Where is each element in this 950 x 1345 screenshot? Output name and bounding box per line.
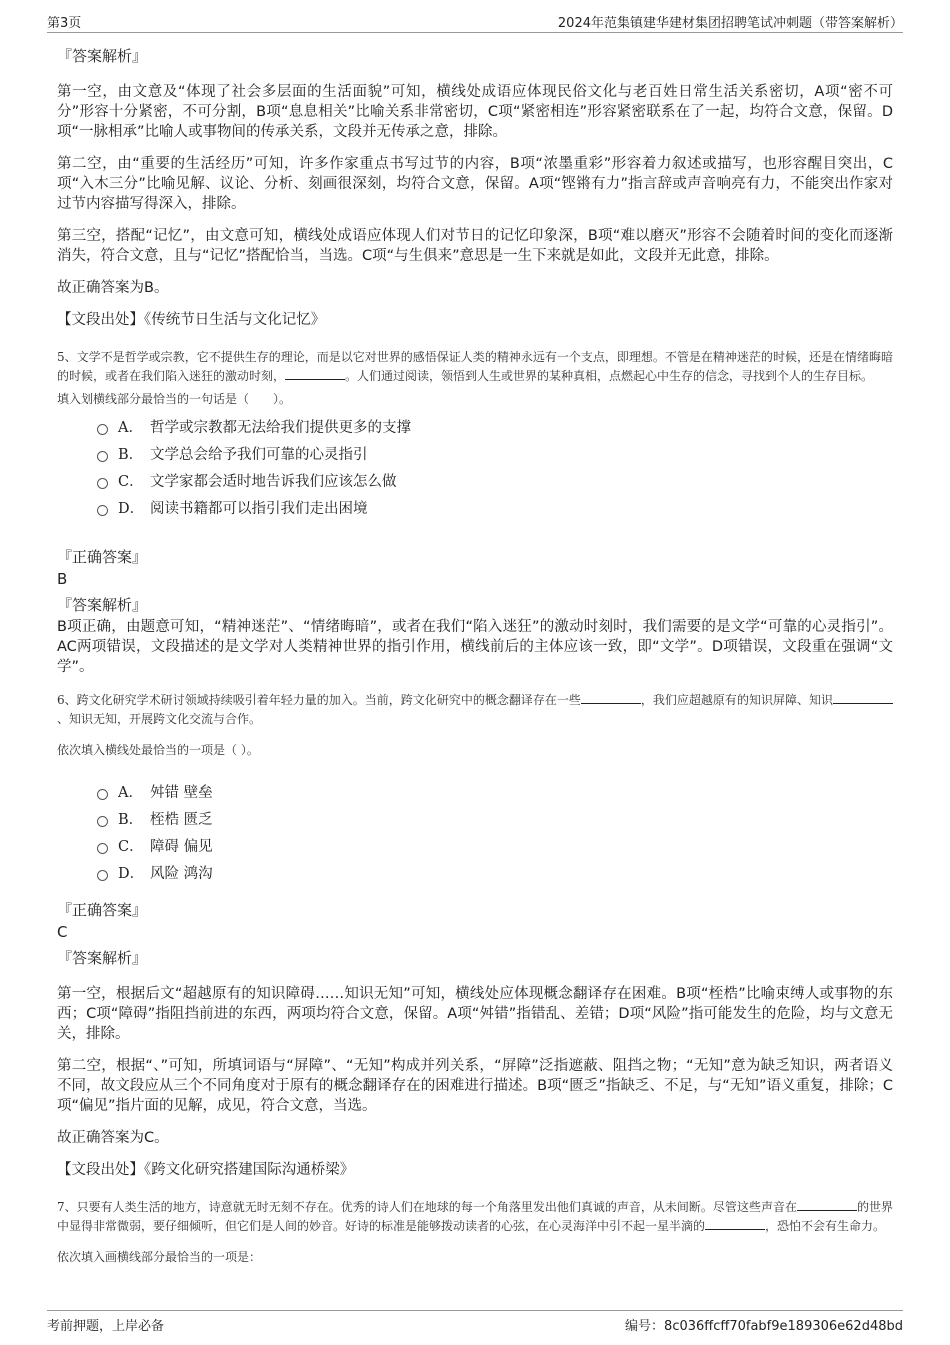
- page-number: 第3页: [47, 16, 82, 31]
- document-title: 2024年范集镇建华建材集团招聘笔试冲刺题（带答案解析）: [557, 16, 903, 31]
- radio-button[interactable]: [97, 451, 108, 462]
- q5-option-d[interactable]: D． 阅读书籍都可以指引我们走出困境: [97, 494, 893, 521]
- q4-analysis-label: 『答案解析』: [57, 47, 148, 65]
- radio-button[interactable]: [97, 870, 108, 881]
- q4-analysis-para-1: 第一空，由文意及“体现了社会多层面的生活面貌”可知，横线处成语应体现民俗文化与老百姓日常生活关系密切，A项“密不可分”形容十分紧密，不可分割，B项“息息相关”比喻关系非常密切，C项“紧密相连”形容紧密联系在了一起，均符合文意，保留。D项“一脉相承”比喻人或事物间的传承关系，文段并无传承之意，排除。: [57, 84, 893, 140]
- q5-analysis-label: 『答案解析』: [57, 596, 148, 614]
- q5-correct-value: B: [57, 570, 68, 588]
- q6-blank-1: [581, 692, 641, 704]
- q4-analysis-para-3: 第三空，搭配“记忆”，由文意可知，横线处成语应体现人们对节日的记忆印象深，B项“难以磨灭”形容不会随着时间的变化而逐渐消失，符合文意，且与“记忆”搭配恰当，当选。C项“与生俱来”意思是一生下来就是如此，文段并无此意，排除。: [57, 228, 893, 264]
- q5-options: [97, 413, 893, 521]
- q6-stem: 6、跨文化研究学术研讨领域持续吸引着年轻力量的加入。当前，跨文化研究中的概念翻译存在一些 ，我们应超越原有的知识屏障、知识、知识无知，开展跨文化交流与合作。: [57, 691, 893, 729]
- q7-instruction: 依次填入画横线部分最恰当的一项是：: [57, 1250, 262, 1264]
- q6-option-d[interactable]: D． 风险 鸿沟: [97, 859, 893, 886]
- page-footer: [47, 1310, 903, 1337]
- q7-stem: 7、只要有人类生活的地方，诗意就无时无刻不存在。优秀的诗人们在地球的每一个角落里发出他们真诚的声音，从未间断。尽管这些声音在 的世界中显得非常微弱，要仔细倾听，但它们是人间的妙音。好诗的标准是能够拨动读者的心弦，在心灵海洋中引不起一星半滴的 ，恐怕不会有生命力。: [57, 1200, 893, 1233]
- q5-option-c[interactable]: C． 文学家都会适时地告诉我们应该怎么做: [97, 467, 893, 494]
- radio-button[interactable]: [97, 424, 108, 435]
- page-content: [57, 40, 893, 1267]
- q6-instruction: 依次填入横线处最恰当的一项是（ ）。: [57, 743, 259, 757]
- q5-correct-label: 『正确答案』: [57, 548, 148, 566]
- q5-blank: [285, 368, 345, 380]
- q6-blank-2: [833, 692, 893, 704]
- q6-final-answer: 故正确答案为C。: [57, 1130, 169, 1146]
- q6-option-c[interactable]: C． 障碍 偏见: [97, 832, 893, 859]
- q7-blank-2: [705, 1218, 765, 1230]
- footer-code: 编号：8c036ffcff70fabf9e189306e62d48bd: [625, 1319, 903, 1334]
- radio-button[interactable]: [97, 843, 108, 854]
- q4-final-answer: 故正确答案为B。: [57, 280, 169, 296]
- radio-button[interactable]: [97, 505, 108, 516]
- q6-analysis-para-2: 第二空，根据“、”可知，所填词语与“屏障”、“无知”构成并列关系，“屏障”泛指遮蔽、阻挡之物；“无知”意为缺乏知识，两者语义不同，故文段应从三个不同角度对于原有的概念翻译存在的困难进行描述。B项“匮乏”指缺乏、不足，与“无知”语义重复，排除；C项“偏见”指片面的见解，成见，符合文意，当选。: [57, 1058, 893, 1114]
- q6-option-a[interactable]: A． 舛错 壁垒: [97, 778, 893, 805]
- q6-source: 【文段出处】《跨文化研究搭建国际沟通桥梁》: [57, 1162, 355, 1178]
- q6-option-b[interactable]: B． 桎梏 匮乏: [97, 805, 893, 832]
- page-header: [47, 10, 903, 33]
- q5-instruction: 填入划横线部分最恰当的一句话是（ ）。: [57, 392, 292, 406]
- radio-button[interactable]: [97, 478, 108, 489]
- q6-correct-label: 『正确答案』: [57, 901, 148, 919]
- q4-analysis-para-2: 第二空，由“重要的生活经历”可知，许多作家重点书写过节的内容，B项“浓墨重彩”形容着力叙述或描写，也形容醒目突出，C项“入木三分”比喻见解、议论、分析、刻画很深刻，均符合文意，保留。A项“铿锵有力”指言辞或声音响亮有力，不能突出作家对过节内容描写得深入，排除。: [57, 156, 893, 212]
- footer-slogan: 考前押题，上岸必备: [47, 1319, 165, 1334]
- q6-correct-value: C: [57, 923, 68, 941]
- q6-analysis-para-1: 第一空，根据后文“超越原有的知识障碍……知识无知”可知，横线处应体现概念翻译存在困难。B项“桎梏”比喻束缚人或事物的东西；C项“障碍”指阻挡前进的东西，两项均符合文意，保留。A项“舛错”指错乱、差错；D项“风险”指可能发生的危险，均与文意无关，排除。: [57, 986, 893, 1042]
- q7-blank-1: [797, 1199, 857, 1211]
- q5-option-a[interactable]: A． 哲学或宗教都无法给我们提供更多的支撑: [97, 413, 893, 440]
- q6-options: [97, 778, 893, 886]
- q5-analysis: B项正确，由题意可知，“精神迷茫”、“情绪晦暗”，或者在我们“陷入迷狂”的激动时刻时，我们需要的是文学“可靠的心灵指引”。AC两项错误，文段描述的是文学对人类精神世界的指引作用，横线前后的主体应该一致，即“文学”。D项错误，文段重在强调“文学”。: [57, 619, 893, 675]
- radio-button[interactable]: [97, 816, 108, 827]
- q5-stem: 5、文学不是哲学或宗教，它不提供生存的理论，而是以它对世界的感悟保证人类的精神永远有一个支点，即理想。不管是在精神迷茫的时候，还是在情绪晦暗的时候，或者在我们陷入迷狂的激动时刻， 。人们通过阅读，领悟到人生或世界的某种真相，点燃起心中生存的信念，寻找到个人的生存目标。: [57, 350, 893, 383]
- q6-analysis-label: 『答案解析』: [57, 949, 148, 967]
- q5-option-b[interactable]: B． 文学总会给予我们可靠的心灵指引: [97, 440, 893, 467]
- q4-source: 【文段出处】《传统节日生活与文化记忆》: [57, 312, 326, 328]
- radio-button[interactable]: [97, 789, 108, 800]
